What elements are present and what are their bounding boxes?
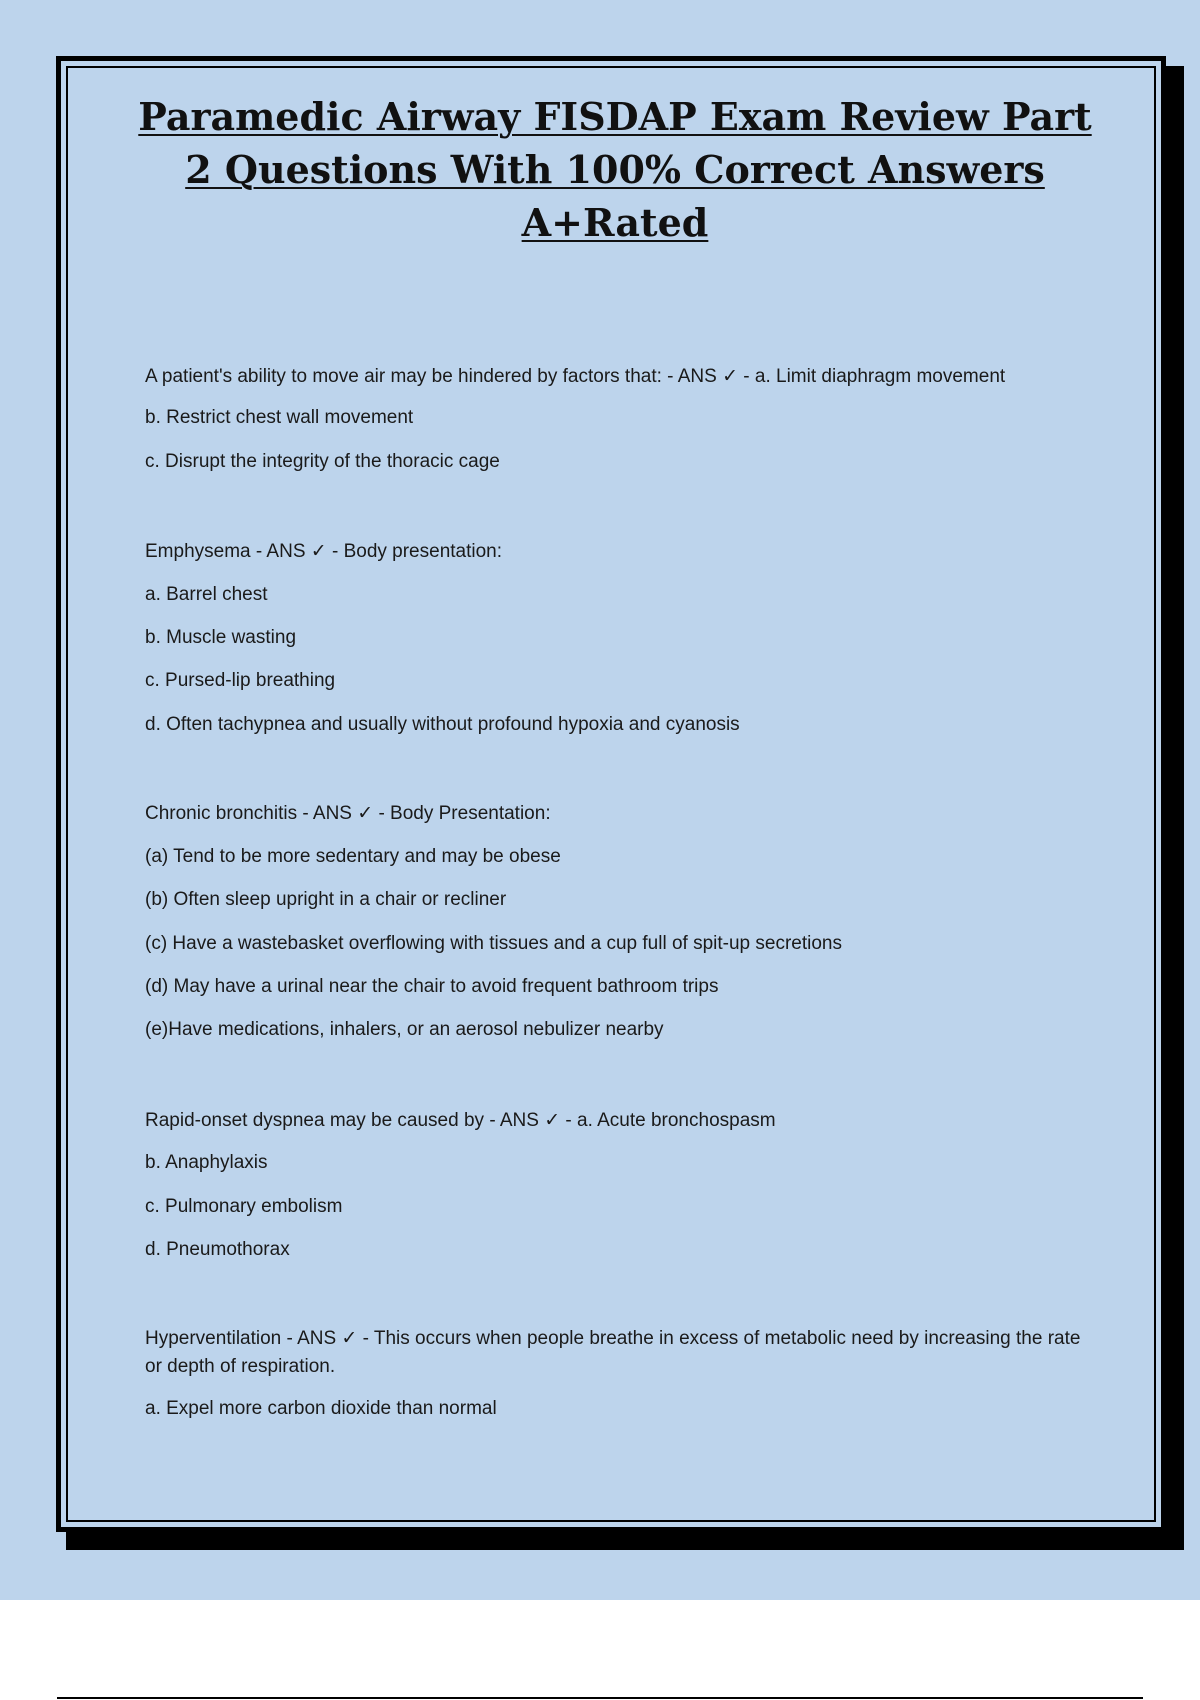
answer-line: b. Muscle wasting — [145, 627, 297, 648]
answer-line: (a) Tend to be more sedentary and may be obese — [145, 846, 561, 867]
question-line: Rapid-onset dyspnea may be caused by - ANS ✓ - a. Acute bronchospasm — [145, 1110, 776, 1131]
answer-line: (c) Have a wastebasket overflowing with tissues and a cup full of spit-up secretions — [145, 933, 842, 954]
answer-line: c. Disrupt the integrity of the thoracic cage — [145, 451, 500, 472]
question-line: Hyperventilation - ANS ✓ - This occurs when people breathe in excess of metabolic need by increasing the rate or depth of respiration. — [145, 1328, 1081, 1377]
title-line-1: Paramedic Airway FISDAP Exam Review Part — [138, 94, 1092, 139]
answer-line: d. Pneumothorax — [145, 1239, 290, 1260]
title-line-2: 2 Questions With 100% Correct Answers — [185, 147, 1045, 192]
answer-line: c. Pursed-lip breathing — [145, 670, 336, 691]
answer-line: (b) Often sleep upright in a chair or recliner — [145, 889, 507, 910]
answer-line: a. Expel more carbon dioxide than normal — [145, 1398, 497, 1419]
answer-line: b. Anaphylaxis — [145, 1152, 268, 1173]
answer-line: c. Pulmonary embolism — [145, 1196, 343, 1217]
question-line: A patient's ability to move air may be hindered by factors that: - ANS ✓ - a. Limit diaphragm movement — [145, 366, 1006, 387]
answer-line: (d) May have a urinal near the chair to avoid frequent bathroom trips — [145, 976, 719, 997]
answer-line: b. Restrict chest wall movement — [145, 407, 414, 428]
title-line-3: A+Rated — [521, 200, 709, 245]
answer-line: a. Barrel chest — [145, 584, 268, 605]
frame-inner-border — [66, 66, 1156, 1522]
question-line: Emphysema - ANS ✓ - Body presentation: — [145, 541, 503, 562]
document-title — [90, 90, 1140, 249]
answer-line: (e)Have medications, inhalers, or an aerosol nebulizer nearby — [145, 1019, 664, 1040]
document-frame — [56, 56, 1166, 1532]
page-divider — [57, 1697, 1143, 1699]
answer-line: d. Often tachypnea and usually without profound hypoxia and cyanosis — [145, 714, 740, 735]
question-line: Chronic bronchitis - ANS ✓ - Body Presentation: — [145, 803, 551, 824]
